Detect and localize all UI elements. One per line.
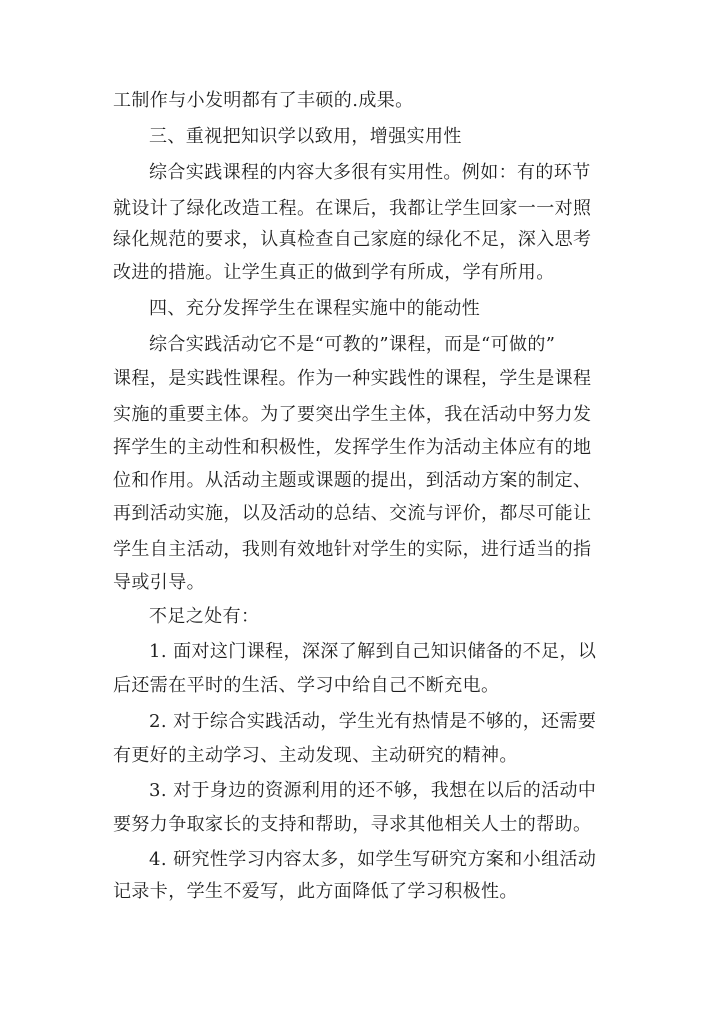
text-line: 挥学生的主动性和积极性，发挥学生作为活动主体应有的地 xyxy=(113,437,592,458)
text-line: 要努力争取家长的支持和帮助，寻求其他相关人士的帮助。 xyxy=(113,814,592,835)
text-line: 位和作用。从活动主题或课题的提出，到活动方案的制定、 xyxy=(113,470,592,491)
text-line: 综合实践课程的内容大多很有实用性。例如：有的环节 xyxy=(149,162,591,183)
text-line: 导或引导。 xyxy=(113,572,205,593)
text-line: 绿化规范的要求，认真检查自己家庭的绿化不足，深入思考 xyxy=(113,229,592,250)
text-line: 学生自主活动，我则有效地针对学生的实际，进行适当的指 xyxy=(113,539,592,560)
text-line: 工制作与小发明都有了丰硕的.成果。 xyxy=(113,90,414,111)
text-line: 再到活动实施，以及活动的总结、交流与评价，都尽可能让 xyxy=(113,503,592,524)
text-line: 就设计了绿化改造工程。在课后，我都让学生回家一一对照 xyxy=(113,198,592,219)
list-item: 3. 对于身边的资源利用的还不够，我想在以后的活动中 xyxy=(149,780,597,801)
text-line: 有更好的主动学习、主动发现、主动研究的精神。 xyxy=(113,745,518,766)
list-item: 2. 对于综合实践活动，学生光有热情是不够的，还需要 xyxy=(149,711,597,732)
section-heading: 不足之处有： xyxy=(149,606,260,627)
section-heading: 三、重视把知识学以致用，增强实用性 xyxy=(149,126,462,147)
section-heading: 四、充分发挥学生在课程实施中的能动性 xyxy=(149,298,481,319)
list-item: 1. 面对这门课程，深深了解到自己知识储备的不足，以 xyxy=(149,641,597,662)
text-line: 实施的重要主体。为了要突出学生主体，我在活动中努力发 xyxy=(113,404,592,425)
list-item: 4. 研究性学习内容太多，如学生写研究方案和小组活动 xyxy=(149,849,597,870)
text-line: 综合实践活动它不是“可教的”课程，而是“可做的” xyxy=(149,334,556,355)
text-line: 课程，是实践性课程。作为一种实践性的课程，学生是课程 xyxy=(113,368,592,389)
text-line: 后还需在平时的生活、学习中给自己不断充电。 xyxy=(113,675,500,696)
text-line: 改进的措施。让学生真正的做到学有所成，学有所用。 xyxy=(113,262,555,283)
text-line: 记录卡，学生不爱写，此方面降低了学习积极性。 xyxy=(113,881,518,902)
